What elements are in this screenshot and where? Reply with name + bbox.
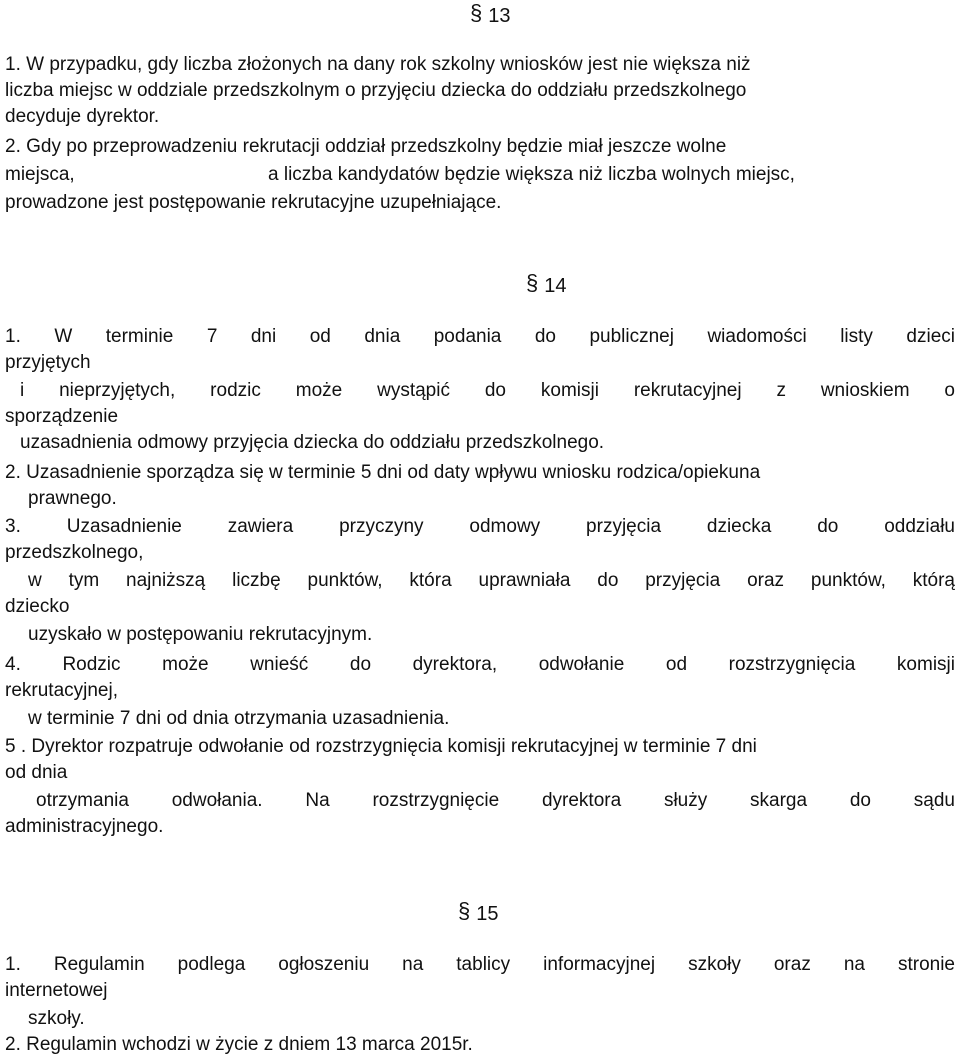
text-line: miejsca,: [5, 164, 75, 185]
text-line: 1. Regulamin podlega ogłoszeniu na tablicy informacyjnej szkoły oraz na stronie: [5, 954, 955, 975]
text-line: otrzymania odwołania. Na rozstrzygnięcie dyrektora służy skarga do sądu: [36, 790, 955, 811]
text-line: decyduje dyrektor.: [5, 106, 160, 127]
text-line: internetowej: [5, 980, 108, 1001]
text-line: a liczba kandydatów będzie większa niż liczba wolnych miejsc,: [268, 164, 795, 185]
text-line: w tym najniższą liczbę punktów, która uprawniała do przyjęcia oraz punktów, którą: [28, 570, 955, 591]
text-line: prawnego.: [28, 488, 117, 509]
text-line: od dnia: [5, 762, 68, 783]
text-line: uzasadnienia odmowy przyjęcia dziecka do oddziału przedszkolnego.: [20, 432, 605, 453]
text-line: 5 . Dyrektor rozpatruje odwołanie od rozstrzygnięcia komisji rekrutacyjnej w terminie 7 dni: [5, 736, 757, 757]
text-line: w terminie 7 dni od dnia otrzymania uzasadnienia.: [28, 708, 450, 729]
text-line: administracyjnego.: [5, 816, 164, 837]
text-line: dziecko: [5, 596, 70, 617]
text-line: liczba miejsc w oddziale przedszkolnym o przyjęciu dziecka do oddziału przedszkolnego: [5, 80, 747, 101]
section-sign-icon: §: [458, 898, 471, 923]
section-number: 14: [544, 275, 567, 297]
text-line: szkoły.: [28, 1008, 85, 1029]
section-heading-15: [458, 898, 499, 927]
text-line: 3. Uzasadnienie zawiera przyczyny odmowy przyjęcia dziecka do oddziału: [5, 516, 955, 537]
text-line: i nieprzyjętych, rodzic może wystąpić do komisji rekrutacyjnej z wnioskiem o: [20, 380, 955, 401]
section-sign-icon: §: [526, 270, 539, 295]
text-line: 2. Regulamin wchodzi w życie z dniem 13 marca 2015r.: [5, 1034, 473, 1055]
section-number: 13: [488, 5, 511, 27]
text-line: przyjętych: [5, 352, 91, 373]
section-heading-13: [470, 0, 511, 29]
section-heading-14: [526, 270, 567, 299]
text-line: 2. Uzasadnienie sporządza się w terminie 5 dni od daty wpływu wniosku rodzica/opiekuna: [5, 462, 761, 483]
section-number: 15: [476, 903, 499, 925]
text-line: 4. Rodzic może wnieść do dyrektora, odwołanie od rozstrzygnięcia komisji: [5, 654, 955, 675]
text-line: 1. W terminie 7 dni od dnia podania do publicznej wiadomości listy dzieci: [5, 326, 955, 347]
text-line: 1. W przypadku, gdy liczba złożonych na dany rok szkolny wniosków jest nie większa niż: [5, 54, 751, 75]
text-line: 2. Gdy po przeprowadzeniu rekrutacji oddział przedszkolny będzie miał jeszcze wolne: [5, 136, 727, 157]
text-line: prowadzone jest postępowanie rekrutacyjne uzupełniające.: [5, 192, 502, 213]
text-line: przedszkolnego,: [5, 542, 144, 563]
text-line: uzyskało w postępowaniu rekrutacyjnym.: [28, 624, 373, 645]
text-line: sporządzenie: [5, 406, 119, 427]
section-sign-icon: §: [470, 0, 483, 25]
text-line: rekrutacyjnej,: [5, 680, 118, 701]
